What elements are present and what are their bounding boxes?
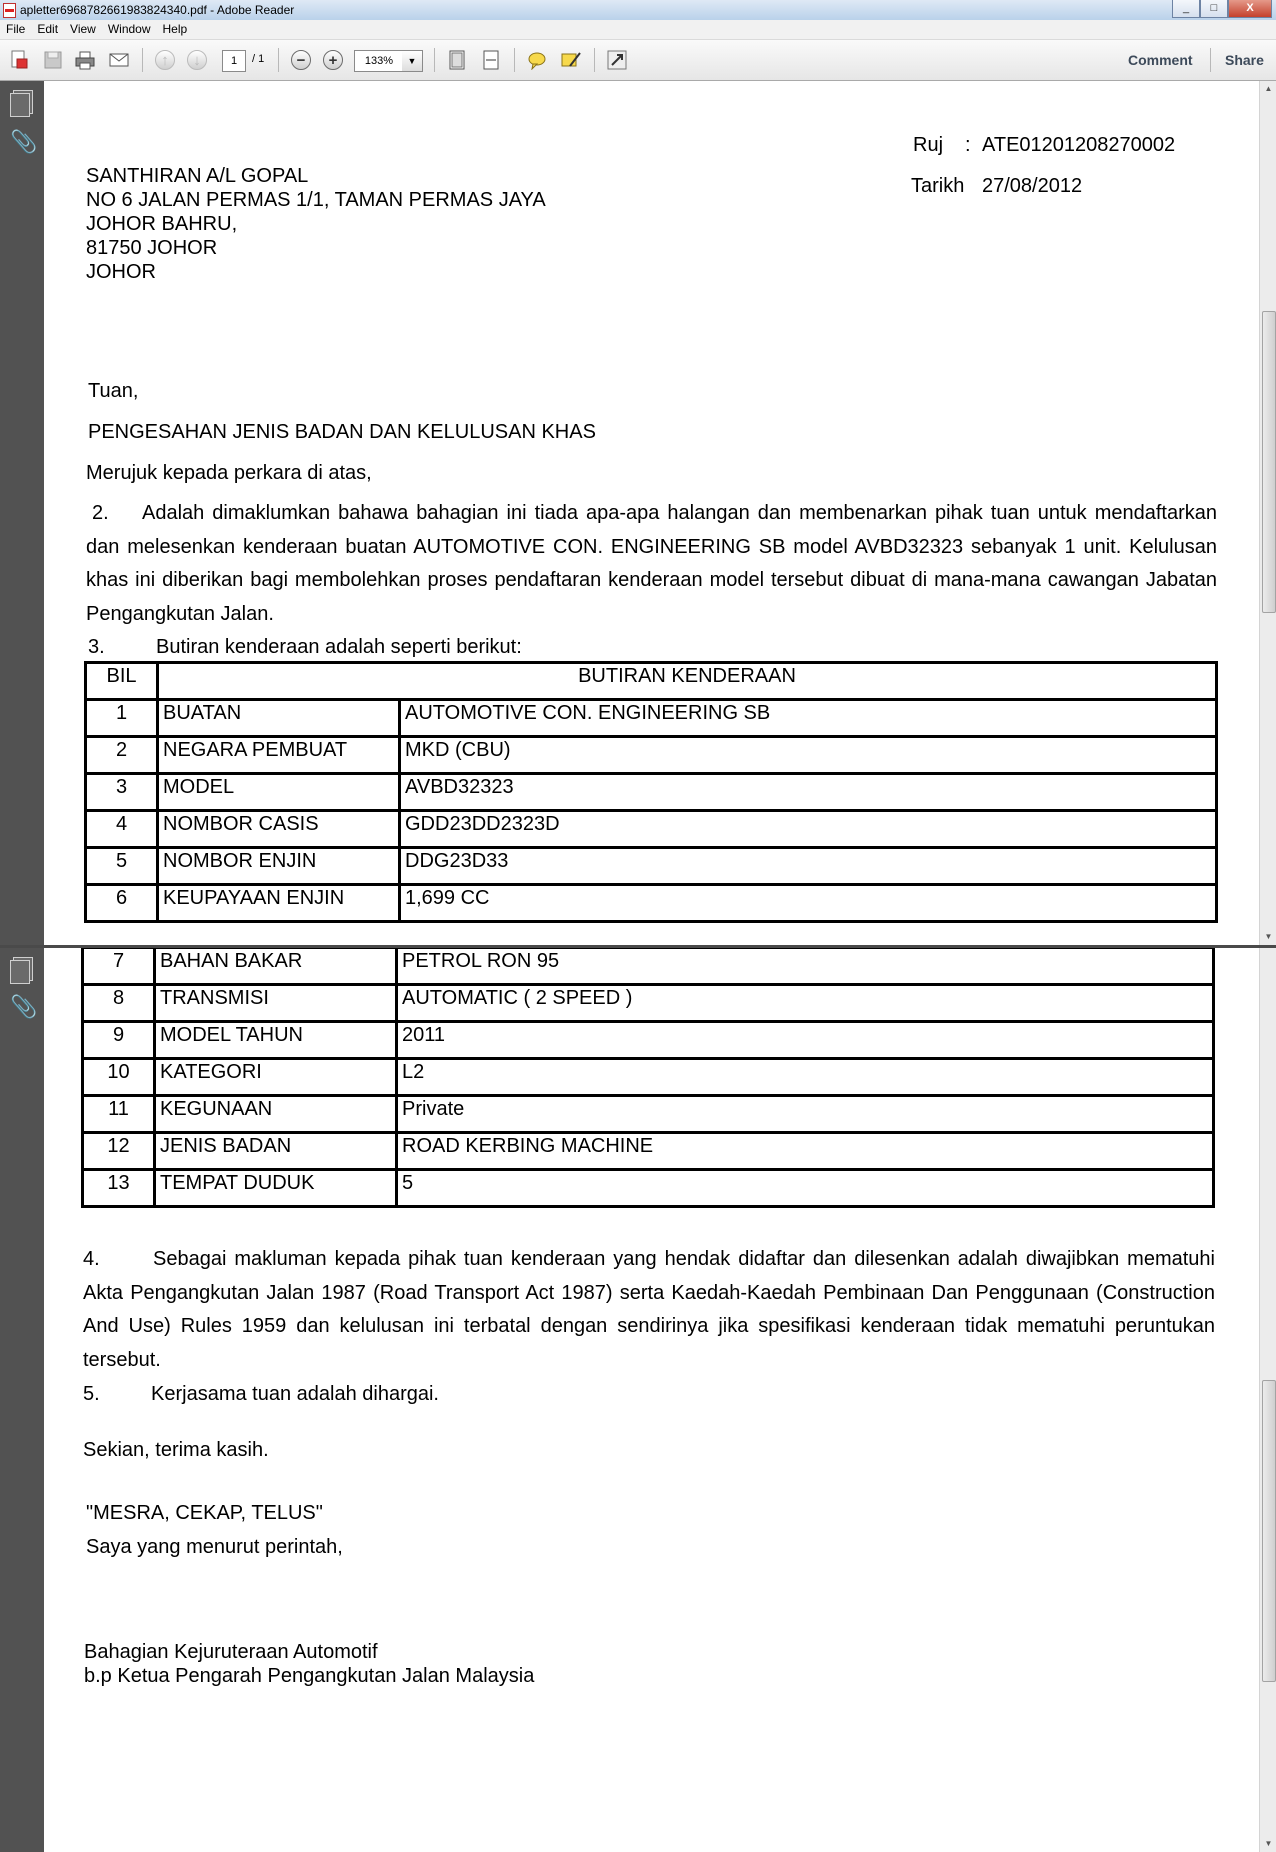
salutation: Tuan, [88, 380, 139, 402]
page-total: / 1 [252, 53, 265, 65]
vehicle-details-table-part2 [81, 948, 1215, 1208]
zoom-out-icon[interactable]: − [290, 49, 312, 71]
signatory-department: Bahagian Kejuruteraan Automotif [84, 1641, 378, 1663]
share-button[interactable]: Share [1225, 52, 1264, 68]
paragraph-3-text: Butiran kenderaan adalah seperti berikut: [156, 636, 522, 658]
row-number: 1 [86, 700, 158, 737]
table-row [83, 1022, 1214, 1059]
order-line: Saya yang menurut perintah, [86, 1536, 343, 1558]
row-number: 9 [83, 1022, 155, 1059]
row-value: L2 [397, 1059, 1214, 1096]
page-thumbnails-icon[interactable] [10, 960, 30, 984]
maximize-button[interactable]: □ [1200, 0, 1228, 18]
vertical-scrollbar[interactable] [1259, 81, 1276, 945]
document-page-top [45, 81, 1259, 945]
row-value: GDD23DD2323D [400, 811, 1217, 848]
row-number: 8 [83, 985, 155, 1022]
row-label: BUATAN [158, 700, 400, 737]
ruj-separator: : [965, 134, 971, 156]
paragraph-text: Sebagai makluman kepada pihak tuan kenderaan yang hendak didaftar dan dilesenkan adalah diwajibkan mematuhi Akta Pengangkutan Jalan 1987 (Road Transport Act 1987) serta Kaedah-Kaedah Pembinaan Dan Penggunaan (Construction And Use) Rules 1959 dan kelulusan ini terbatal dengan sendirinya jika spesifikasi kenderaan tidak mematuhi peruntukan tersebut. [83, 1248, 1215, 1371]
row-label: MODEL [158, 774, 400, 811]
address-line: NO 6 JALAN PERMAS 1/1, TAMAN PERMAS JAYA [86, 189, 546, 211]
table-row [86, 848, 1217, 885]
email-icon[interactable] [108, 49, 130, 71]
header-bil: BIL [86, 663, 158, 700]
paragraph-number: 4. [83, 1248, 100, 1270]
paragraph-5-text: Kerjasama tuan adalah dihargai. [151, 1383, 439, 1405]
scrollbar-thumb[interactable] [1262, 1380, 1276, 1682]
page-number-input[interactable]: 1 [222, 50, 246, 72]
row-value: Private [397, 1096, 1214, 1133]
attachments-icon[interactable]: 📎 [10, 129, 38, 154]
close-button[interactable]: X [1228, 0, 1272, 18]
table-row [86, 737, 1217, 774]
paragraph-text: Adalah dimaklumkan bahawa bahagian ini tiada apa-apa halangan dan membenarkan pihak tuan untuk mendaftarkan dan melesenkan kenderaan buatan AUTOMOTIVE CON. ENGINEERING SB model AVBD32323 sebanyak 1 unit. Kelulusan khas ini diberikan bagi membolehkan proses pendaftaran kenderaan model tersebut dibuat di mana-mana cawangan Jabatan Pengangkutan Jalan. [86, 502, 1217, 625]
menu-edit[interactable]: Edit [37, 22, 59, 36]
scroll-down-arrow[interactable]: ▼ [1264, 1839, 1273, 1848]
table-row [83, 1133, 1214, 1170]
scroll-down-arrow[interactable]: ▼ [1264, 932, 1273, 941]
row-number: 6 [86, 885, 158, 922]
chevron-down-icon[interactable]: ▼ [402, 50, 423, 72]
expand-icon[interactable] [606, 49, 628, 71]
highlight-icon[interactable] [560, 49, 582, 71]
row-value: ROAD KERBING MACHINE [397, 1133, 1214, 1170]
row-number: 5 [86, 848, 158, 885]
row-number: 13 [83, 1170, 155, 1207]
next-page-icon[interactable]: ↓ [186, 49, 208, 71]
print-icon[interactable] [74, 49, 96, 71]
row-value: 5 [397, 1170, 1214, 1207]
ruj-value: ATE01201208270002 [982, 134, 1176, 156]
row-label: KATEGORI [155, 1059, 397, 1096]
scrollbar-thumb[interactable] [1262, 311, 1276, 613]
row-value: MKD (CBU) [400, 737, 1217, 774]
document-page-bottom [45, 948, 1259, 1852]
row-label: BAHAN BAKAR [155, 948, 397, 985]
row-label: NOMBOR CASIS [158, 811, 400, 848]
row-label: JENIS BADAN [155, 1133, 397, 1170]
table-row [83, 1096, 1214, 1133]
address-line: SANTHIRAN A/L GOPAL [86, 165, 309, 187]
paragraph-2 [86, 497, 1217, 631]
zoom-level-input[interactable]: 133% [354, 50, 404, 72]
row-label: NEGARA PEMBUAT [158, 737, 400, 774]
row-value: DDG23D33 [400, 848, 1217, 885]
vertical-scrollbar[interactable] [1259, 948, 1276, 1852]
row-label: MODEL TAHUN [155, 1022, 397, 1059]
menu-bar [0, 20, 1276, 40]
table-header-row [86, 663, 1217, 700]
row-number: 3 [86, 774, 158, 811]
signatory-title: b.p Ketua Pengarah Pengangkutan Jalan Malaysia [84, 1665, 535, 1687]
row-value: AUTOMOTIVE CON. ENGINEERING SB [400, 700, 1217, 737]
previous-page-icon[interactable]: ↑ [154, 49, 176, 71]
address-line: 81750 JOHOR [86, 237, 218, 259]
table-row [83, 948, 1214, 985]
table-row [83, 1059, 1214, 1096]
table-row [83, 1170, 1214, 1207]
paragraph-3-number: 3. [88, 636, 105, 658]
table-row [86, 811, 1217, 848]
fit-page-icon[interactable] [446, 49, 468, 71]
row-value: 1,699 CC [400, 885, 1217, 922]
create-pdf-icon[interactable] [8, 49, 30, 71]
paragraph-number: 2. [92, 502, 109, 524]
row-label: TEMPAT DUDUK [155, 1170, 397, 1207]
attachments-icon[interactable]: 📎 [10, 994, 38, 1019]
row-number: 12 [83, 1133, 155, 1170]
row-number: 10 [83, 1059, 155, 1096]
table-row [86, 700, 1217, 737]
title-bar [0, 0, 1276, 21]
table-row [86, 885, 1217, 922]
menu-view[interactable]: View [70, 22, 96, 36]
pdf-file-icon [3, 3, 16, 18]
table-row [86, 774, 1217, 811]
row-label: TRANSMISI [155, 985, 397, 1022]
reference-line: Merujuk kepada perkara di atas, [86, 462, 372, 484]
minimize-button[interactable]: _ [1172, 0, 1200, 18]
tarikh-value: 27/08/2012 [982, 175, 1083, 197]
row-number: 4 [86, 811, 158, 848]
row-label: KEGUNAAN [155, 1096, 397, 1133]
row-value: AVBD32323 [400, 774, 1217, 811]
row-number: 11 [83, 1096, 155, 1133]
navigation-pane [0, 948, 44, 1852]
subject-line: PENGESAHAN JENIS BADAN DAN KELULUSAN KHAS [88, 421, 596, 443]
vehicle-details-table-part1 [84, 661, 1218, 923]
motto: "MESRA, CEKAP, TELUS" [86, 1502, 323, 1524]
comment-bubble-icon[interactable] [526, 49, 548, 71]
row-value: 2011 [397, 1022, 1214, 1059]
closing-line: Sekian, terima kasih. [83, 1439, 269, 1461]
comment-button[interactable]: Comment [1128, 52, 1193, 68]
paragraph-4 [83, 1243, 1215, 1377]
row-label: NOMBOR ENJIN [158, 848, 400, 885]
header-butiran: BUTIRAN KENDERAAN [158, 663, 1217, 700]
save-icon[interactable] [42, 49, 64, 71]
ruj-label: Ruj [913, 134, 944, 156]
zoom-in-icon[interactable]: + [322, 49, 344, 71]
scroll-up-arrow[interactable]: ▲ [1264, 84, 1273, 93]
row-value: PETROL RON 95 [397, 948, 1214, 985]
address-line: JOHOR [86, 261, 156, 283]
paragraph-5-number: 5. [83, 1383, 100, 1405]
recipient-address [86, 164, 546, 284]
window-title: apletter6968782661983824340.pdf - Adobe Reader [20, 3, 295, 17]
row-number: 7 [83, 948, 155, 985]
navigation-pane [0, 81, 44, 945]
fit-width-icon[interactable] [480, 49, 502, 71]
menu-help[interactable]: Help [162, 22, 188, 36]
page-thumbnails-icon[interactable] [10, 93, 30, 117]
toolbar [0, 40, 1276, 81]
row-label: KEUPAYAAN ENJIN [158, 885, 400, 922]
menu-file[interactable]: File [6, 22, 26, 36]
tarikh-label: Tarikh [911, 175, 965, 197]
menu-window[interactable]: Window [107, 22, 151, 36]
address-line: JOHOR BAHRU, [86, 213, 238, 235]
row-value: AUTOMATIC ( 2 SPEED ) [397, 985, 1214, 1022]
table-row [83, 985, 1214, 1022]
row-number: 2 [86, 737, 158, 774]
